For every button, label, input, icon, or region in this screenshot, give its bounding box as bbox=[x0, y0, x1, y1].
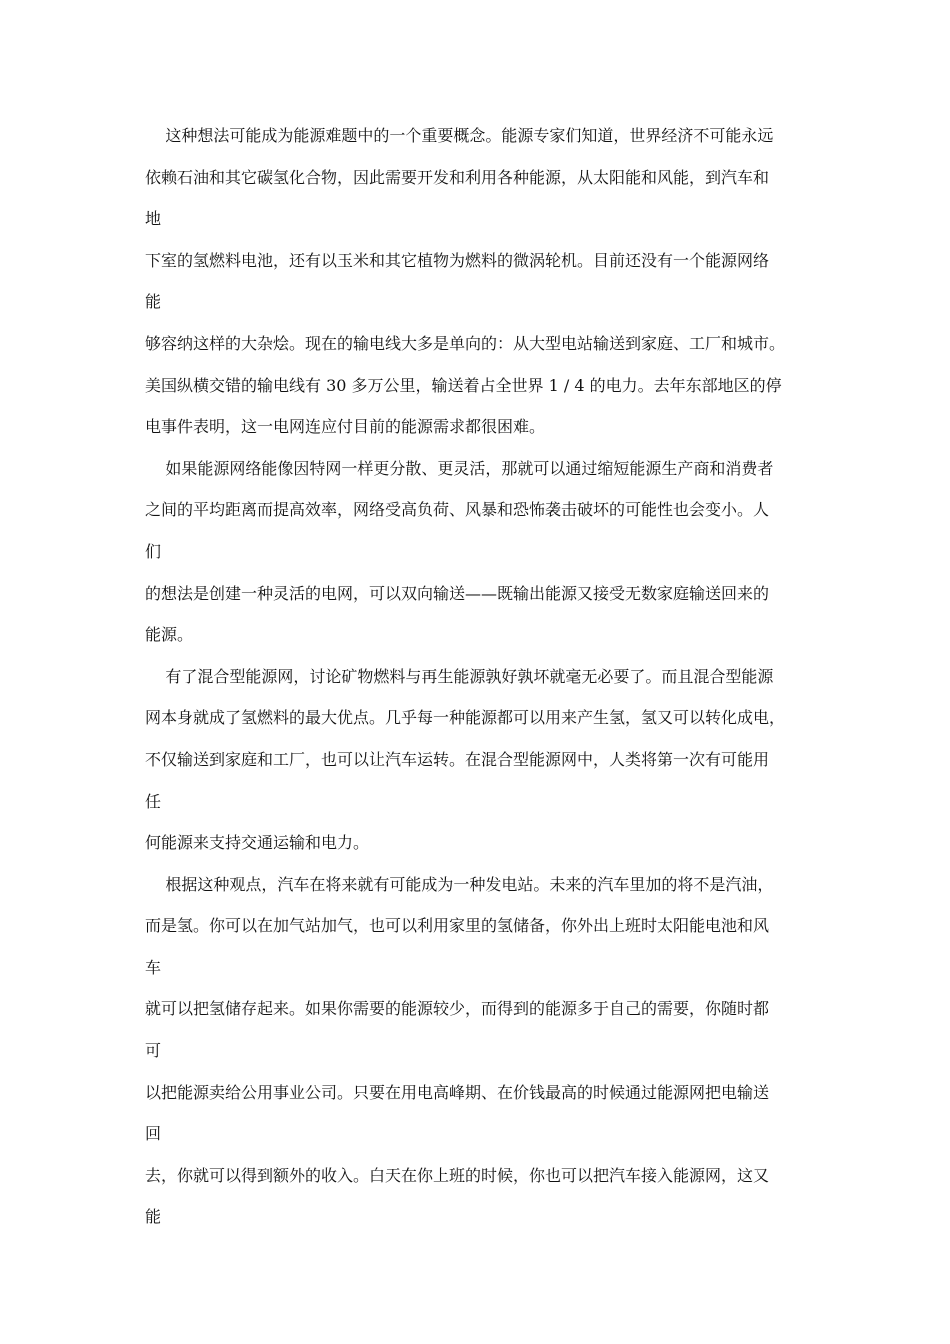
text-line: 之间的平均距离而提高效率，网络受高负荷、风暴和恐怖袭击破坏的可能性也会变小。人 bbox=[145, 500, 770, 520]
text-line: 美国纵横交错的输电线有 30 多万公里，输送着占全世界 1 / 4 的电力。去年东部地区的停 bbox=[145, 375, 782, 395]
text-line: 依赖石油和其它碳氢化合物，因此需要开发和利用各种能源，从太阳能和风能，到汽车和 bbox=[145, 167, 770, 187]
text-line: 地 bbox=[145, 209, 162, 229]
text-line: 能 bbox=[145, 292, 162, 312]
text-line: 够容纳这样的大杂烩。现在的输电线大多是单向的：从大型电站输送到家庭、工厂和城市。 bbox=[145, 333, 786, 353]
text-line: 的想法是创建一种灵活的电网，可以双向输送——既输出能源又接受无数家庭输送回来的 bbox=[145, 583, 770, 603]
text-line: 就可以把氢储存起来。如果你需要的能源较少，而得到的能源多于自己的需要，你随时都 bbox=[145, 999, 770, 1019]
text-line: 能 bbox=[145, 1207, 162, 1227]
text-line: 能源。 bbox=[145, 625, 194, 645]
text-line: 车 bbox=[145, 957, 162, 977]
text-line: 如果能源网络能像因特网一样更分散、更灵活，那就可以通过缩短能源生产商和消费者 bbox=[145, 458, 774, 478]
text-line: 回 bbox=[145, 1124, 162, 1144]
text-line: 可 bbox=[145, 1041, 162, 1061]
text-line: 电事件表明，这一电网连应付目前的能源需求都很困难。 bbox=[145, 417, 546, 437]
text-line: 有了混合型能源网，讨论矿物燃料与再生能源孰好孰坏就毫无必要了。而且混合型能源 bbox=[145, 666, 774, 686]
text-line: 网本身就成了氢燃料的最大优点。几乎每一种能源都可以用来产生氢，氢又可以转化成电， bbox=[145, 708, 786, 728]
text-line: 们 bbox=[145, 541, 162, 561]
text-line: 这种想法可能成为能源难题中的一个重要概念。能源专家们知道，世界经济不可能永远 bbox=[145, 126, 774, 145]
text-line: 任 bbox=[145, 791, 162, 811]
text-line: 去，你就可以得到额外的收入。白天在你上班的时候，你也可以把汽车接入能源网，这又 bbox=[145, 1165, 770, 1185]
text-line: 下室的氢燃料电池，还有以玉米和其它植物为燃料的微涡轮机。目前还没有一个能源网络 bbox=[145, 250, 770, 270]
text-line: 何能源来支持交通运输和电力。 bbox=[145, 833, 370, 853]
text-line: 以把能源卖给公用事业公司。只要在用电高峰期、在价钱最高的时候通过能源网把电输送 bbox=[145, 1082, 770, 1102]
text-line: 不仅输送到家庭和工厂，也可以让汽车运转。在混合型能源网中，人类将第一次有可能用 bbox=[145, 749, 770, 769]
text-line: 根据这种观点，汽车在将来就有可能成为一种发电站。未来的汽车里加的将不是汽油， bbox=[145, 874, 774, 894]
text-line: 而是氢。你可以在加气站加气，也可以利用家里的氢储备，你外出上班时太阳能电池和风 bbox=[145, 916, 770, 936]
body-text bbox=[145, 122, 825, 1245]
